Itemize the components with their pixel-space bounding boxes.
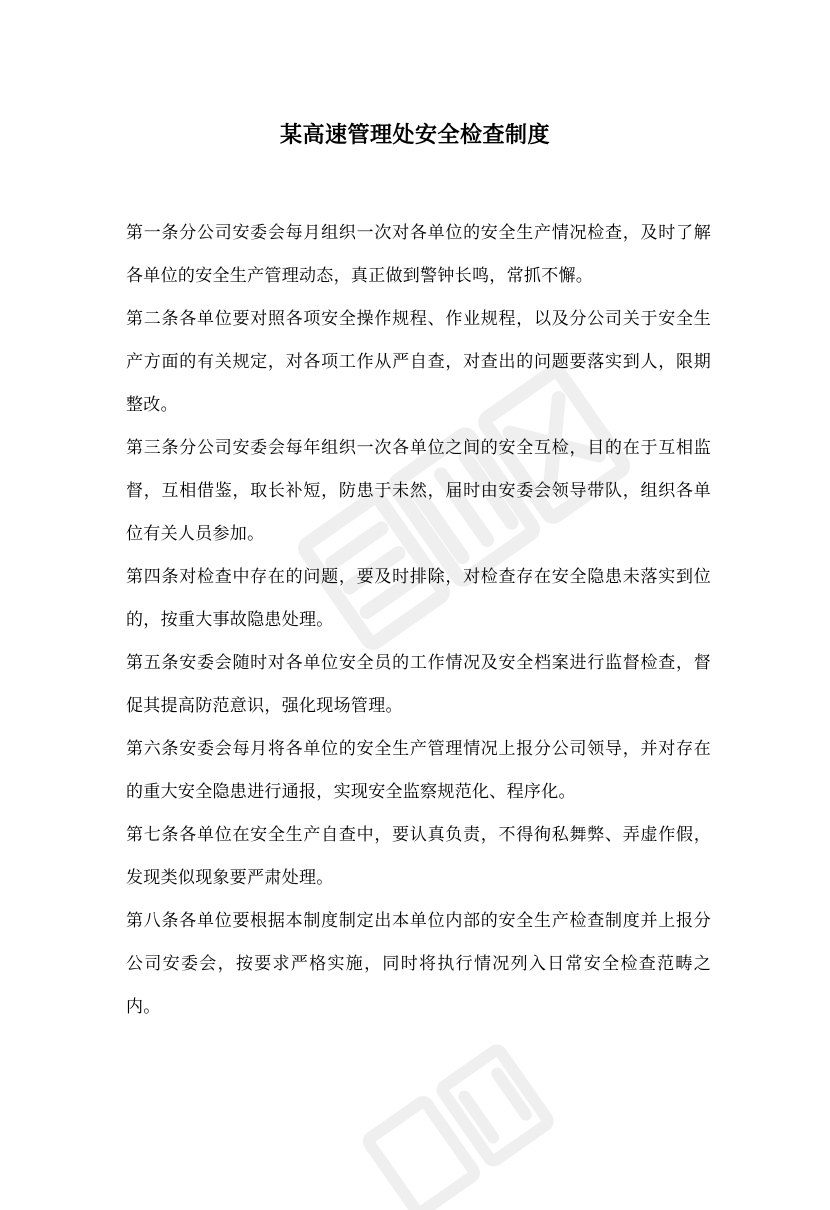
- document-title: 某高速管理处安全检查制度: [279, 123, 550, 148]
- article-4: 第四条对检查中存在的问题，要及时排除，对检查存在安全隐患未落实到位的，按重大事故隐患处理。: [126, 567, 711, 630]
- article-2: 第二条各单位要对照各项安全操作规程、作业规程，以及分公司关于安全生产方面的有关规定，对各项工作从严自查，对查出的问题要落实到人，限期整改。: [126, 309, 711, 415]
- article-5: 第五条安委会随时对各单位安全员的工作情况及安全档案进行监督检查，督促其提高防范意识，强化现场管理。: [126, 653, 711, 716]
- article-1: 第一条分公司安委会每月组织一次对各单位的安全生产情况检查，及时了解各单位的安全生产管理动态，真正做到警钟长鸣，常抓不懈。: [126, 223, 711, 286]
- article-6: 第六条安委会每月将各单位的安全生产管理情况上报分公司领导，并对存在的重大安全隐患进行通报，实现安全监察规范化、程序化。: [126, 739, 711, 802]
- article-8: 第八条各单位要根据本制度制定出本单位内部的安全生产检查制度并上报分公司安委会，按要求严格实施，同时将执行情况列入日常安全检查范畴之内。: [126, 911, 711, 1017]
- watermark-fragment-icon: [330, 1010, 630, 1210]
- article-7: 第七条各单位在安全生产自查中，要认真负责，不得徇私舞弊、弄虚作假，发现类似现象要严肃处理。: [126, 825, 711, 888]
- article-3: 第三条分公司安委会每年组织一次各单位之间的安全互检，目的在于互相监督，互相借鉴，取长补短，防患于未然，届时由安委会领导带队，组织各单位有关人员参加。: [126, 438, 711, 544]
- document-body: [126, 212, 711, 1029]
